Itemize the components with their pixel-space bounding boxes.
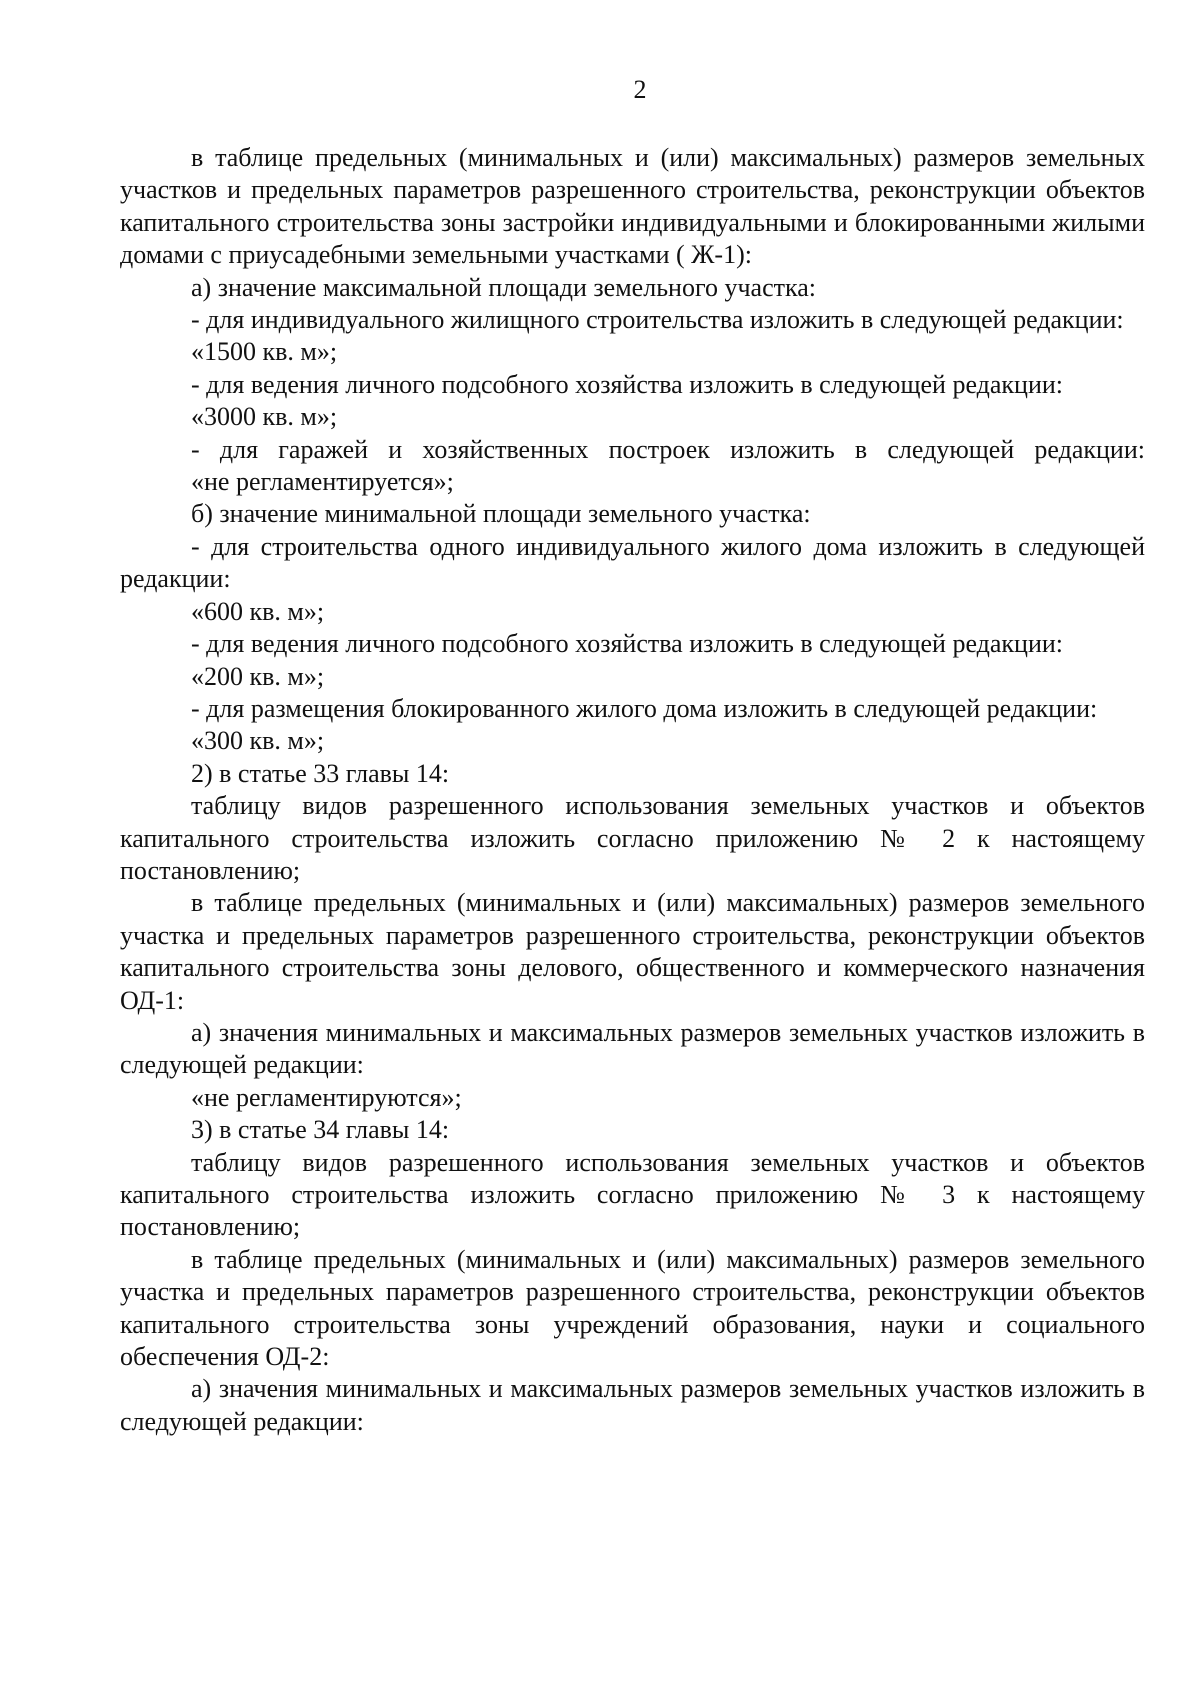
paragraph: таблицу видов разрешенного использования земельных участков и объектов капитального строительства изложить согласно приложению № 2 к настоящему постановлению;: [120, 791, 1145, 885]
paragraph: таблицу видов разрешенного использования земельных участков и объектов капитального строительства изложить согласно приложению № 3 к настоящему постановлению;: [120, 1147, 1145, 1242]
paragraph: - для ведения личного подсобного хозяйства изложить в следующей редакции:: [191, 629, 1064, 659]
paragraph: - для индивидуального жилищного строительства изложить в следующей редакции:: [191, 305, 1124, 335]
paragraph: «3000 кв. м»;: [191, 402, 338, 432]
paragraph: «300 кв. м»;: [191, 726, 325, 756]
paragraph: 2) в статье 33 главы 14:: [191, 758, 450, 788]
paragraph: «600 кв. м»;: [191, 596, 325, 626]
paragraph: «не регламентируются»;: [191, 1082, 462, 1112]
paragraph: «не регламентируется»;: [191, 467, 454, 497]
paragraph: «200 кв. м»;: [191, 661, 325, 691]
paragraph: а) значения минимальных и максимальных размеров земельных участков изложить в следующей редакции:: [120, 1374, 1145, 1436]
page-number: 2: [633, 75, 647, 104]
paragraph: а) значение максимальной площади земельного участка:: [191, 272, 817, 302]
paragraph: - для гаражей и хозяйственных построек изложить в следующей редакции:: [191, 434, 1145, 464]
paragraph: в таблице предельных (минимальных и (или) максимальных) размеров земельного участка и предельных параметров разрешенного строительства, реконструкции объектов капитального строительства зоны учреждений образования, науки и социального обеспечения ОД-2:: [120, 1244, 1145, 1372]
paragraph: в таблице предельных (минимальных и (или) максимальных) размеров земельных участков и предельных параметров разрешенного строительства, реконструкции объектов капитального строительства зоны застройки индивидуальными и блокированными жилыми домами с приусадебными земельными участками ( Ж-1):: [120, 143, 1145, 270]
document-body: [120, 142, 1145, 1438]
paragraph: «1500 кв. м»;: [191, 337, 338, 367]
paragraph: - для строительства одного индивидуального жилого дома изложить в следующей редакции:: [120, 531, 1145, 594]
paragraph: в таблице предельных (минимальных и (или) максимальных) размеров земельного участка и предельных параметров разрешенного строительства, реконструкции объектов капитального строительства зоны делового, общественного и коммерческого назначения ОД-1:: [120, 888, 1145, 1015]
paragraph: б) значение минимальной площади земельного участка:: [191, 499, 811, 529]
paragraph: а) значения минимальных и максимальных размеров земельных участков изложить в следующей редакции:: [120, 1017, 1145, 1080]
paragraph: - для размещения блокированного жилого дома изложить в следующей редакции:: [191, 693, 1098, 723]
paragraph: - для ведения личного подсобного хозяйства изложить в следующей редакции:: [191, 369, 1064, 399]
paragraph: 3) в статье 34 главы 14:: [191, 1115, 450, 1145]
